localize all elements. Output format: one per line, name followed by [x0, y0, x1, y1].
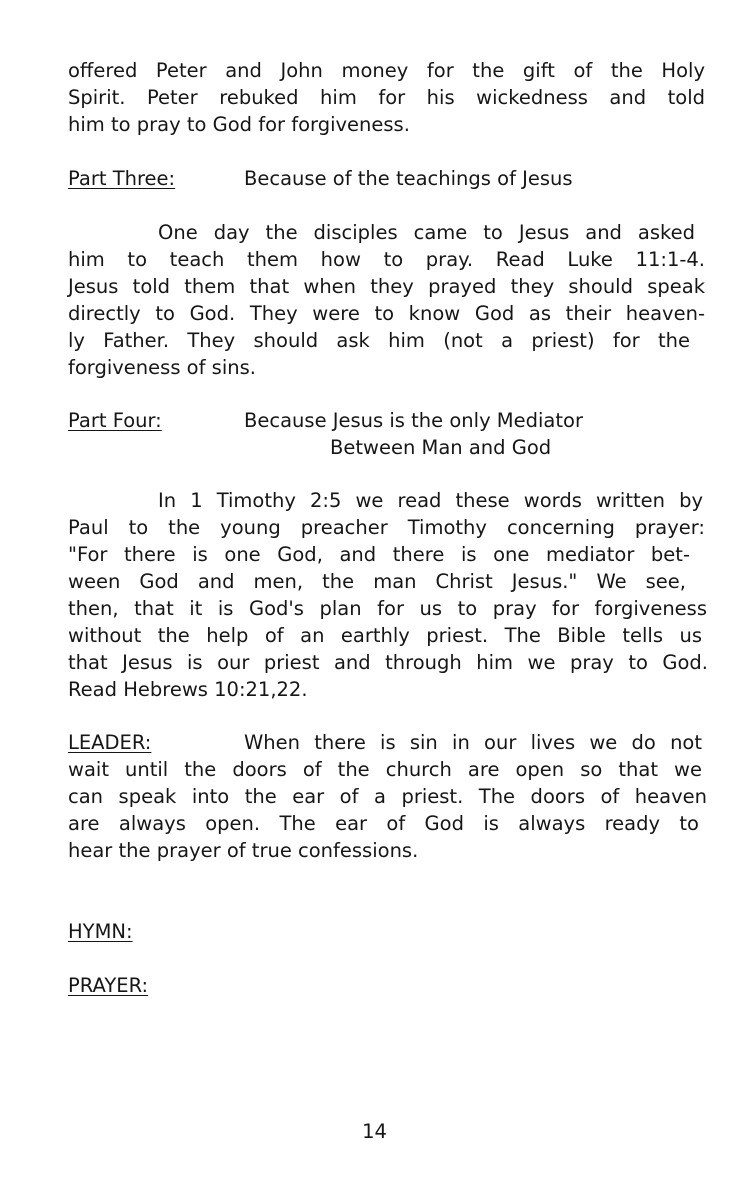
- leader-line-1: wait until the doors of the church are open so that we: [68, 758, 702, 781]
- prayer-label: PRAYER:: [68, 974, 149, 997]
- intro-line-3: him to pray to God for forgiveness.: [68, 113, 410, 136]
- part-four-line-6: without the help of an earthly priest. The Bible tells us: [68, 624, 702, 647]
- part-four-title-line-1: Because Jesus is the only Mediator: [244, 409, 583, 432]
- part-four-title-line-2: Between Man and God: [330, 436, 552, 459]
- part-three-line-1: One day the disciples came to Jesus and asked: [158, 221, 695, 244]
- part-four-line-3: "For there is one God, and there is one mediator bet-: [68, 543, 690, 566]
- part-three-title: Because of the teachings of Jesus: [244, 167, 573, 190]
- leader-first-line: When there is sin in our lives we do not: [244, 731, 702, 754]
- part-four-line-5: then, that it is God's plan for us to pray for forgiveness: [68, 597, 707, 620]
- page-number: 14: [362, 1120, 387, 1143]
- part-three-line-4: directly to God. They were to know God as their heaven-: [68, 302, 705, 325]
- part-three-label: Part Three:: [68, 167, 176, 190]
- part-four-line-2: Paul to the young preacher Timothy concerning prayer:: [68, 516, 705, 539]
- hymn-label: HYMN:: [68, 920, 133, 943]
- leader-line-3: are always open. The ear of God is always ready to: [68, 812, 699, 835]
- intro-line-2: Spirit. Peter rebuked him for his wickedness and told: [68, 86, 705, 109]
- part-four-line-1: In 1 Timothy 2:5 we read these words written by: [158, 489, 703, 512]
- part-four-line-8: Read Hebrews 10:21,22.: [68, 678, 308, 701]
- part-three-line-2: him to teach them how to pray. Read Luke 11:1-4.: [68, 248, 705, 271]
- part-four-line-4: ween God and men, the man Christ Jesus." We see,: [68, 570, 686, 593]
- leader-line-4: hear the prayer of true confessions.: [68, 839, 419, 862]
- part-four-line-7: that Jesus is our priest and through him we pray to God.: [68, 651, 708, 674]
- leader-line-2: can speak into the ear of a priest. The doors of heaven: [68, 785, 707, 808]
- part-four-label: Part Four:: [68, 409, 162, 432]
- intro-line-1: offered Peter and John money for the gift of the Holy: [68, 59, 705, 82]
- part-three-line-5: ly Father. They should ask him (not a priest) for the: [68, 329, 690, 352]
- leader-label: LEADER:: [68, 731, 152, 754]
- part-three-line-6: forgiveness of sins.: [68, 356, 256, 379]
- part-three-line-3: Jesus told them that when they prayed they should speak: [68, 275, 705, 298]
